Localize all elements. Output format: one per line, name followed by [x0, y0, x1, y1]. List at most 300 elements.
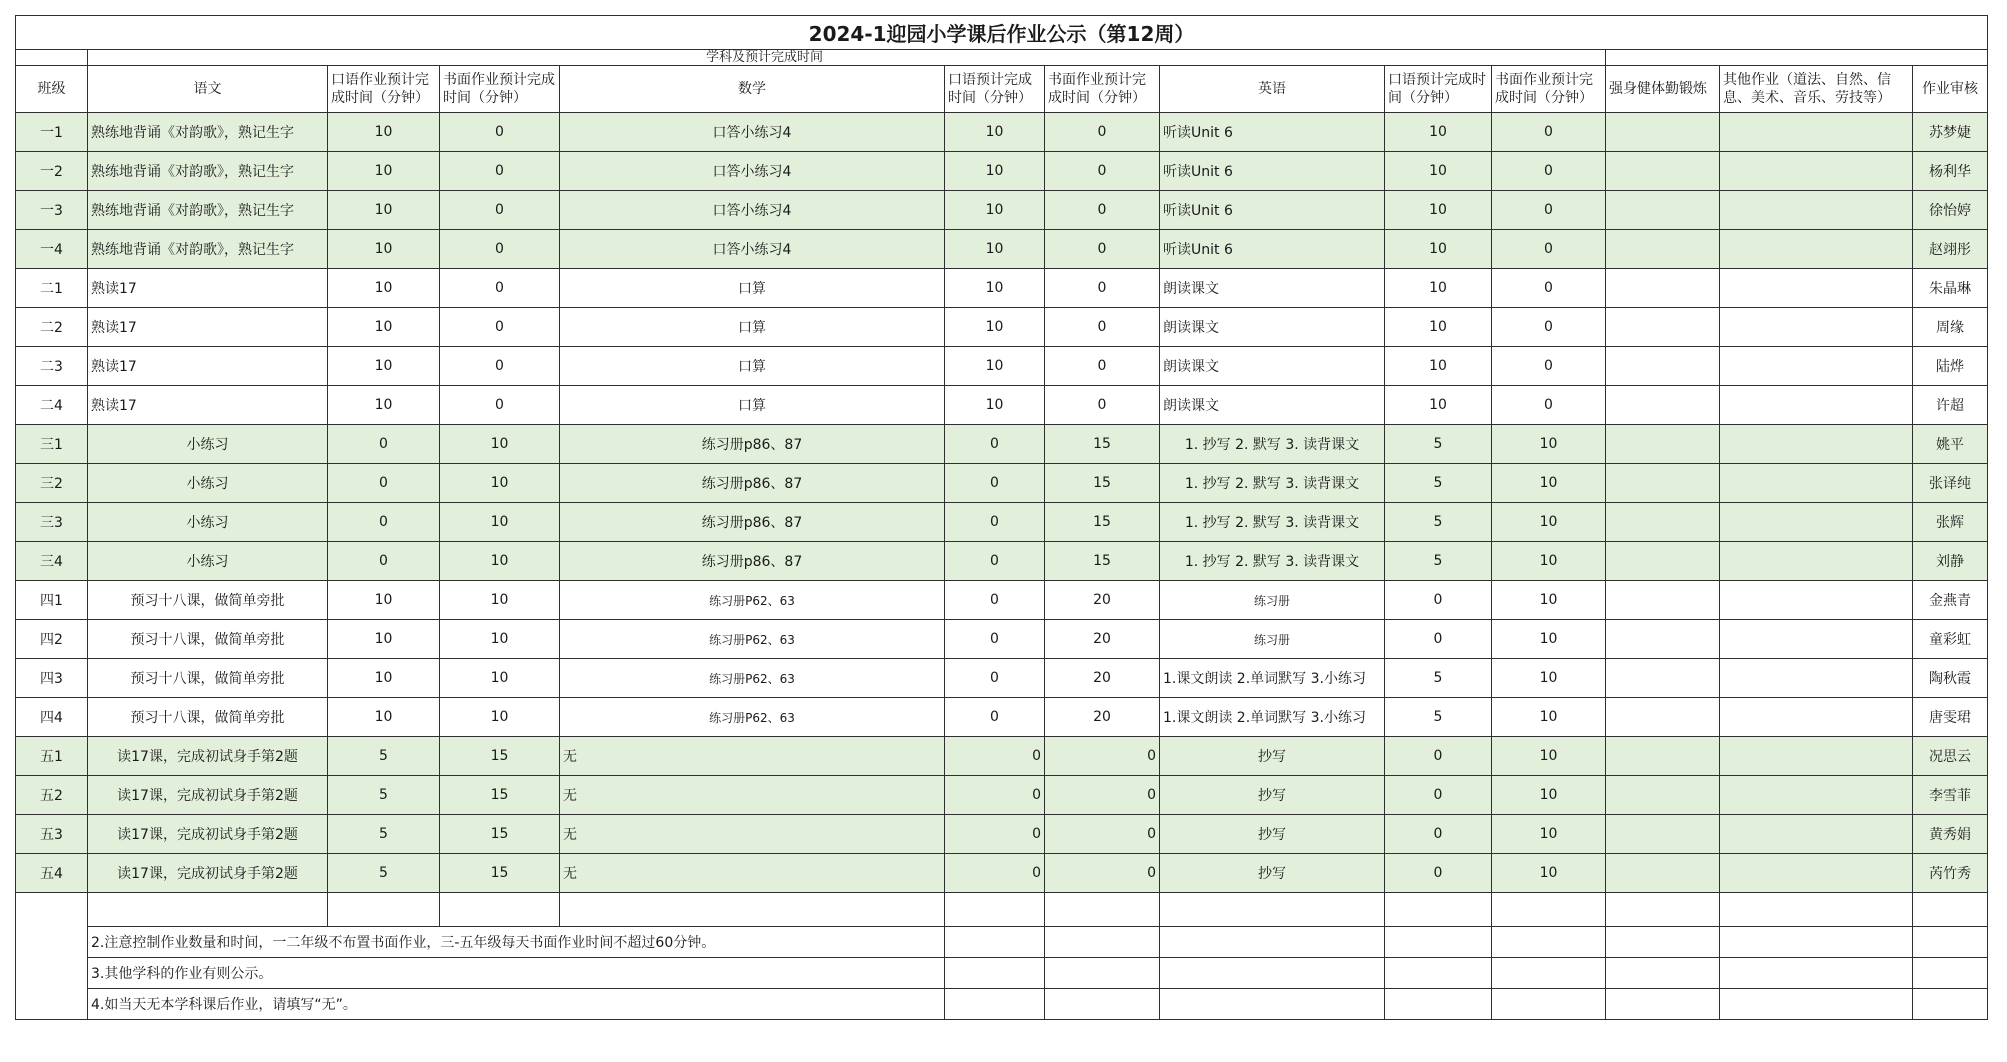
cell-math-written: 0 — [1045, 737, 1160, 776]
cell-other — [1720, 581, 1913, 620]
cell-fitness — [1606, 269, 1720, 308]
cell-english-oral: 10 — [1385, 347, 1492, 386]
cell-english-oral: 5 — [1385, 542, 1492, 581]
cell-fitness — [1606, 737, 1720, 776]
cell-reviewer: 姚平 — [1913, 425, 1988, 464]
cell-class: 二2 — [16, 308, 88, 347]
cell-chinese: 读17课，完成初试身手第2题 — [88, 737, 328, 776]
cell-math-written: 15 — [1045, 503, 1160, 542]
header-class: 班级 — [16, 66, 88, 113]
cell-chinese: 熟读17 — [88, 386, 328, 425]
cell-other — [1720, 542, 1913, 581]
cell-class: 三4 — [16, 542, 88, 581]
cell-chinese-oral: 10 — [328, 308, 440, 347]
cell-english-written: 10 — [1492, 659, 1606, 698]
header-chinese-written-time: 书面作业预计完成时间（分钟） — [440, 66, 560, 113]
cell-english-written: 0 — [1492, 308, 1606, 347]
note-row — [16, 927, 1988, 958]
cell-math: 口答小练习4 — [560, 230, 945, 269]
cell-math-oral: 10 — [945, 230, 1045, 269]
header-english-oral-time: 口语预计完成时间（分钟） — [1385, 66, 1492, 113]
cell-math-oral: 10 — [945, 191, 1045, 230]
cell-class: 一2 — [16, 152, 88, 191]
cell-english-oral: 10 — [1385, 308, 1492, 347]
cell-math-oral: 0 — [945, 464, 1045, 503]
cell-other — [1720, 230, 1913, 269]
cell-math: 口答小练习4 — [560, 152, 945, 191]
cell-chinese-oral: 10 — [328, 698, 440, 737]
cell-math-oral: 0 — [945, 542, 1045, 581]
cell-english-oral: 0 — [1385, 620, 1492, 659]
cell-chinese-written: 10 — [440, 659, 560, 698]
cell-class: 一4 — [16, 230, 88, 269]
table-row — [16, 152, 1988, 191]
cell-class: 二1 — [16, 269, 88, 308]
cell-english: 1. 抄写 2. 默写 3. 读背课文 — [1160, 503, 1385, 542]
cell-chinese: 熟读17 — [88, 347, 328, 386]
cell-chinese: 预习十八课，做简单旁批 — [88, 698, 328, 737]
cell-english-oral: 10 — [1385, 269, 1492, 308]
cell-fitness — [1606, 152, 1720, 191]
cell-chinese: 读17课，完成初试身手第2题 — [88, 815, 328, 854]
note-text: 3.其他学科的作业有则公示。 — [88, 958, 945, 989]
cell-reviewer: 况思云 — [1913, 737, 1988, 776]
header-english-written-time: 书面作业预计完成时间（分钟） — [1492, 66, 1606, 113]
cell-class: 四1 — [16, 581, 88, 620]
cell-other — [1720, 698, 1913, 737]
page-title: 2024-1迎园小学课后作业公示（第12周） — [16, 16, 1988, 50]
cell-math: 练习册p86、87 — [560, 542, 945, 581]
cell-class: 四3 — [16, 659, 88, 698]
table-row — [16, 464, 1988, 503]
cell-chinese-written: 10 — [440, 620, 560, 659]
cell-chinese-written: 10 — [440, 425, 560, 464]
table-row — [16, 542, 1988, 581]
cell-reviewer: 赵翊彤 — [1913, 230, 1988, 269]
cell-english-oral: 10 — [1385, 113, 1492, 152]
cell-english-oral: 5 — [1385, 698, 1492, 737]
cell-chinese: 熟读17 — [88, 269, 328, 308]
cell-english-oral: 0 — [1385, 737, 1492, 776]
cell-english-written: 10 — [1492, 854, 1606, 893]
cell-math: 口算 — [560, 347, 945, 386]
cell-math-written: 0 — [1045, 347, 1160, 386]
cell-english-written: 10 — [1492, 698, 1606, 737]
cell-english: 朗读课文 — [1160, 386, 1385, 425]
cell-english-oral: 10 — [1385, 386, 1492, 425]
cell-english: 朗读课文 — [1160, 347, 1385, 386]
cell-chinese-written: 10 — [440, 464, 560, 503]
cell-chinese-oral: 5 — [328, 815, 440, 854]
cell-english-written: 0 — [1492, 152, 1606, 191]
cell-class: 一3 — [16, 191, 88, 230]
cell-math: 练习册p86、87 — [560, 425, 945, 464]
cell-english-oral: 0 — [1385, 815, 1492, 854]
cell-english-oral: 0 — [1385, 776, 1492, 815]
note-text: 4.如当天无本学科课后作业，请填写“无”。 — [88, 989, 945, 1020]
cell-chinese-oral: 10 — [328, 113, 440, 152]
cell-chinese-written: 0 — [440, 386, 560, 425]
cell-reviewer: 唐雯珺 — [1913, 698, 1988, 737]
cell-class: 三3 — [16, 503, 88, 542]
cell-chinese-oral: 10 — [328, 620, 440, 659]
cell-english: 1. 抄写 2. 默写 3. 读背课文 — [1160, 425, 1385, 464]
cell-chinese-oral: 10 — [328, 347, 440, 386]
cell-english-written: 10 — [1492, 425, 1606, 464]
cell-chinese: 熟练地背诵《对韵歌》，熟记生字 — [88, 191, 328, 230]
header-math-written-time: 书面作业预计完成时间（分钟） — [1045, 66, 1160, 113]
cell-english-written: 0 — [1492, 191, 1606, 230]
cell-chinese-written: 0 — [440, 191, 560, 230]
cell-math: 口答小练习4 — [560, 191, 945, 230]
cell-english: 1. 抄写 2. 默写 3. 读背课文 — [1160, 464, 1385, 503]
cell-reviewer: 刘静 — [1913, 542, 1988, 581]
cell-chinese-written: 15 — [440, 854, 560, 893]
header-other: 其他作业（道法、自然、信息、美术、音乐、劳技等） — [1720, 66, 1913, 113]
cell-english: 1. 抄写 2. 默写 3. 读背课文 — [1160, 542, 1385, 581]
cell-english-oral: 5 — [1385, 659, 1492, 698]
cell-english: 听读Unit 6 — [1160, 113, 1385, 152]
homework-table — [15, 15, 1988, 1020]
cell-reviewer: 芮竹秀 — [1913, 854, 1988, 893]
cell-chinese-oral: 0 — [328, 542, 440, 581]
cell-reviewer: 陶秋霞 — [1913, 659, 1988, 698]
cell-class: 二4 — [16, 386, 88, 425]
cell-reviewer: 周缘 — [1913, 308, 1988, 347]
cell-other — [1720, 152, 1913, 191]
note-row — [16, 989, 1988, 1020]
cell-english-written: 0 — [1492, 347, 1606, 386]
cell-math: 口算 — [560, 386, 945, 425]
table-row — [16, 698, 1988, 737]
cell-fitness — [1606, 698, 1720, 737]
cell-chinese-oral: 10 — [328, 269, 440, 308]
table-row — [16, 503, 1988, 542]
table-row — [16, 854, 1988, 893]
table-row — [16, 113, 1988, 152]
cell-math-written: 0 — [1045, 308, 1160, 347]
cell-english: 听读Unit 6 — [1160, 152, 1385, 191]
cell-chinese-oral: 10 — [328, 386, 440, 425]
cell-math-written: 15 — [1045, 464, 1160, 503]
cell-math-oral: 0 — [945, 776, 1045, 815]
cell-math-oral: 0 — [945, 698, 1045, 737]
cell-reviewer: 陆烨 — [1913, 347, 1988, 386]
cell-class: 五2 — [16, 776, 88, 815]
cell-other — [1720, 815, 1913, 854]
cell-fitness — [1606, 581, 1720, 620]
cell-math: 口算 — [560, 308, 945, 347]
cell-chinese: 预习十八课，做简单旁批 — [88, 620, 328, 659]
cell-chinese: 小练习 — [88, 503, 328, 542]
cell-english: 抄写 — [1160, 776, 1385, 815]
cell-other — [1720, 776, 1913, 815]
cell-english-written: 10 — [1492, 776, 1606, 815]
cell-english-written: 10 — [1492, 503, 1606, 542]
cell-math: 练习册P62、63 — [560, 620, 945, 659]
cell-math-oral: 0 — [945, 815, 1045, 854]
table-row — [16, 269, 1988, 308]
cell-reviewer: 朱晶琳 — [1913, 269, 1988, 308]
cell-class: 四2 — [16, 620, 88, 659]
table-row — [16, 425, 1988, 464]
header-reviewer: 作业审核 — [1913, 66, 1988, 113]
cell-english: 1.课文朗读 2.单词默写 3.小练习 — [1160, 659, 1385, 698]
cell-math-oral: 10 — [945, 347, 1045, 386]
cell-other — [1720, 191, 1913, 230]
cell-math-oral: 10 — [945, 269, 1045, 308]
cell-chinese-written: 0 — [440, 113, 560, 152]
cell-math-written: 0 — [1045, 113, 1160, 152]
cell-math-written: 20 — [1045, 659, 1160, 698]
cell-math-written: 15 — [1045, 542, 1160, 581]
cell-english-oral: 10 — [1385, 191, 1492, 230]
cell-other — [1720, 113, 1913, 152]
note-text: 2.注意控制作业数量和时间，一二年级不布置书面作业，三-五年级每天书面作业时间不超过60分钟。 — [88, 927, 945, 958]
cell-chinese-oral: 0 — [328, 425, 440, 464]
cell-reviewer: 徐怡婷 — [1913, 191, 1988, 230]
cell-fitness — [1606, 620, 1720, 659]
cell-math-written: 20 — [1045, 698, 1160, 737]
cell-chinese-oral: 5 — [328, 737, 440, 776]
cell-fitness — [1606, 542, 1720, 581]
cell-english: 朗读课文 — [1160, 269, 1385, 308]
table-row — [16, 230, 1988, 269]
cell-chinese-written: 0 — [440, 347, 560, 386]
cell-other — [1720, 737, 1913, 776]
cell-fitness — [1606, 113, 1720, 152]
cell-english-written: 0 — [1492, 386, 1606, 425]
cell-english-oral: 10 — [1385, 230, 1492, 269]
table-row — [16, 191, 1988, 230]
cell-english: 听读Unit 6 — [1160, 230, 1385, 269]
cell-reviewer: 苏梦婕 — [1913, 113, 1988, 152]
note-row — [16, 958, 1988, 989]
cell-math-written: 0 — [1045, 269, 1160, 308]
cell-math-oral: 0 — [945, 503, 1045, 542]
cell-english-written: 10 — [1492, 620, 1606, 659]
cell-math-oral: 10 — [945, 308, 1045, 347]
cell-other — [1720, 464, 1913, 503]
cell-english: 练习册 — [1160, 581, 1385, 620]
table-row — [16, 386, 1988, 425]
table-row — [16, 308, 1988, 347]
cell-chinese-written: 0 — [440, 269, 560, 308]
notes-margin — [16, 893, 88, 1020]
cell-math-oral: 0 — [945, 620, 1045, 659]
cell-english-written: 10 — [1492, 464, 1606, 503]
cell-math-oral: 0 — [945, 737, 1045, 776]
cell-fitness — [1606, 503, 1720, 542]
cell-chinese-oral: 5 — [328, 854, 440, 893]
cell-reviewer: 金燕青 — [1913, 581, 1988, 620]
cell-english: 听读Unit 6 — [1160, 191, 1385, 230]
cell-class: 四4 — [16, 698, 88, 737]
cell-english-written: 0 — [1492, 269, 1606, 308]
cell-reviewer: 许超 — [1913, 386, 1988, 425]
cell-english-oral: 5 — [1385, 464, 1492, 503]
cell-math-oral: 0 — [945, 659, 1045, 698]
cell-chinese: 熟练地背诵《对韵歌》，熟记生字 — [88, 113, 328, 152]
cell-english-oral: 10 — [1385, 152, 1492, 191]
cell-english-written: 0 — [1492, 230, 1606, 269]
cell-chinese-written: 15 — [440, 737, 560, 776]
cell-reviewer: 张辉 — [1913, 503, 1988, 542]
cell-math-written: 0 — [1045, 191, 1160, 230]
header-math: 数学 — [560, 66, 945, 113]
cell-fitness — [1606, 425, 1720, 464]
cell-other — [1720, 503, 1913, 542]
cell-math-oral: 0 — [945, 581, 1045, 620]
cell-math-written: 0 — [1045, 230, 1160, 269]
header-fitness: 强身健体勤锻炼 — [1606, 66, 1720, 113]
cell-reviewer: 黄秀娟 — [1913, 815, 1988, 854]
cell-english: 1.课文朗读 2.单词默写 3.小练习 — [1160, 698, 1385, 737]
cell-chinese: 预习十八课，做简单旁批 — [88, 659, 328, 698]
cell-english: 抄写 — [1160, 854, 1385, 893]
table-row — [16, 776, 1988, 815]
cell-math: 练习册P62、63 — [560, 698, 945, 737]
cell-math-oral: 10 — [945, 152, 1045, 191]
cell-math: 无 — [560, 854, 945, 893]
cell-reviewer: 张译纯 — [1913, 464, 1988, 503]
table-row — [16, 620, 1988, 659]
cell-class: 五4 — [16, 854, 88, 893]
cell-chinese-written: 0 — [440, 308, 560, 347]
header-row — [16, 66, 1988, 113]
cell-fitness — [1606, 308, 1720, 347]
cell-chinese-written: 0 — [440, 152, 560, 191]
cell-english-oral: 5 — [1385, 503, 1492, 542]
header-chinese: 语文 — [88, 66, 328, 113]
cell-math-written: 0 — [1045, 776, 1160, 815]
header-english: 英语 — [1160, 66, 1385, 113]
cell-english-written: 10 — [1492, 737, 1606, 776]
cell-reviewer: 李雪菲 — [1913, 776, 1988, 815]
cell-chinese: 熟练地背诵《对韵歌》，熟记生字 — [88, 230, 328, 269]
cell-fitness — [1606, 386, 1720, 425]
cell-chinese: 预习十八课，做简单旁批 — [88, 581, 328, 620]
cell-class: 三2 — [16, 464, 88, 503]
cell-english: 抄写 — [1160, 815, 1385, 854]
cell-reviewer: 杨利华 — [1913, 152, 1988, 191]
table-row — [16, 659, 1988, 698]
cell-math-written: 20 — [1045, 620, 1160, 659]
cell-other — [1720, 854, 1913, 893]
cell-math: 口算 — [560, 269, 945, 308]
cell-chinese-oral: 10 — [328, 659, 440, 698]
cell-math-written: 0 — [1045, 815, 1160, 854]
cell-math-written: 0 — [1045, 152, 1160, 191]
cell-chinese-oral: 10 — [328, 581, 440, 620]
cell-chinese-written: 10 — [440, 581, 560, 620]
cell-other — [1720, 620, 1913, 659]
cell-math-oral: 0 — [945, 854, 1045, 893]
cell-fitness — [1606, 230, 1720, 269]
cell-chinese-written: 10 — [440, 503, 560, 542]
cell-math-written: 20 — [1045, 581, 1160, 620]
cell-chinese-written: 0 — [440, 230, 560, 269]
cell-fitness — [1606, 854, 1720, 893]
cell-chinese: 小练习 — [88, 542, 328, 581]
cell-math: 无 — [560, 776, 945, 815]
cell-math: 练习册p86、87 — [560, 503, 945, 542]
cell-chinese: 熟练地背诵《对韵歌》，熟记生字 — [88, 152, 328, 191]
cell-english-oral: 0 — [1385, 581, 1492, 620]
cell-other — [1720, 386, 1913, 425]
cell-math: 口答小练习4 — [560, 113, 945, 152]
cell-english: 抄写 — [1160, 737, 1385, 776]
cell-other — [1720, 425, 1913, 464]
cell-chinese-oral: 5 — [328, 776, 440, 815]
cell-english-written: 10 — [1492, 815, 1606, 854]
blank-row — [16, 893, 1988, 927]
cell-class: 五3 — [16, 815, 88, 854]
cell-chinese-written: 10 — [440, 542, 560, 581]
cell-chinese: 读17课，完成初试身手第2题 — [88, 854, 328, 893]
table-row — [16, 737, 1988, 776]
cell-english-oral: 5 — [1385, 425, 1492, 464]
cell-chinese: 小练习 — [88, 464, 328, 503]
cell-english-oral: 0 — [1385, 854, 1492, 893]
cell-chinese-written: 15 — [440, 815, 560, 854]
cell-math: 练习册p86、87 — [560, 464, 945, 503]
cell-math: 无 — [560, 815, 945, 854]
cell-math: 练习册P62、63 — [560, 659, 945, 698]
cell-chinese-oral: 10 — [328, 191, 440, 230]
cell-math: 练习册P62、63 — [560, 581, 945, 620]
cell-math: 无 — [560, 737, 945, 776]
cell-chinese-written: 10 — [440, 698, 560, 737]
cell-class: 三1 — [16, 425, 88, 464]
cell-class: 二3 — [16, 347, 88, 386]
header-math-oral-time: 口语预计完成时间（分钟） — [945, 66, 1045, 113]
cell-chinese-written: 15 — [440, 776, 560, 815]
cell-math-written: 0 — [1045, 854, 1160, 893]
cell-math-oral: 10 — [945, 113, 1045, 152]
table-row — [16, 347, 1988, 386]
cell-fitness — [1606, 464, 1720, 503]
cell-math-written: 15 — [1045, 425, 1160, 464]
cell-math-oral: 0 — [945, 425, 1045, 464]
cell-chinese-oral: 10 — [328, 152, 440, 191]
subtitle: 学科及预计完成时间 — [88, 50, 1606, 66]
cell-chinese-oral: 10 — [328, 230, 440, 269]
cell-other — [1720, 347, 1913, 386]
cell-english: 练习册 — [1160, 620, 1385, 659]
cell-chinese-oral: 0 — [328, 503, 440, 542]
cell-english-written: 0 — [1492, 113, 1606, 152]
cell-other — [1720, 308, 1913, 347]
cell-reviewer: 童彩虹 — [1913, 620, 1988, 659]
cell-fitness — [1606, 347, 1720, 386]
cell-math-written: 0 — [1045, 386, 1160, 425]
cell-chinese: 小练习 — [88, 425, 328, 464]
cell-chinese: 熟读17 — [88, 308, 328, 347]
cell-chinese: 读17课，完成初试身手第2题 — [88, 776, 328, 815]
homework-sheet — [15, 15, 1987, 1020]
table-row — [16, 581, 1988, 620]
cell-class: 五1 — [16, 737, 88, 776]
cell-math-oral: 10 — [945, 386, 1045, 425]
cell-fitness — [1606, 815, 1720, 854]
cell-fitness — [1606, 776, 1720, 815]
cell-fitness — [1606, 191, 1720, 230]
cell-other — [1720, 269, 1913, 308]
cell-english-written: 10 — [1492, 581, 1606, 620]
cell-fitness — [1606, 659, 1720, 698]
header-chinese-oral-time: 口语作业预计完成时间（分钟） — [328, 66, 440, 113]
